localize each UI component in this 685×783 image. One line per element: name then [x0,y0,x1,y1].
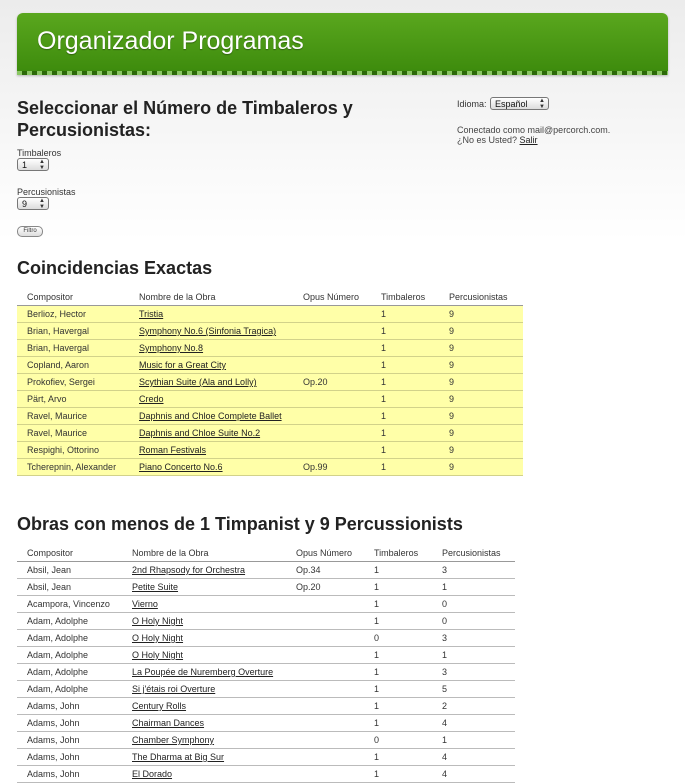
not-you-line [457,135,538,145]
selector-title-line1: Seleccionar el Número de Timbaleros y [17,98,353,118]
select-arrows-icon: ▲ ▼ [539,98,545,110]
table-cell [439,459,523,476]
composer-cell: Pärt, Arvo [27,394,67,404]
table-cell [371,306,439,323]
timpani-cell: 1 [374,565,380,575]
composer-cell: Brian, Havergal [27,326,90,336]
column-header-composer: Compositor [17,288,129,306]
work-link[interactable]: Daphnis and Chloe Complete Ballet [139,411,282,421]
table-row [17,340,523,357]
table-cell [364,749,432,766]
work-link[interactable]: Piano Concerto No.6 [139,462,223,472]
table-cell [122,715,286,732]
column-header-work: Nombre de la Obra [129,288,293,306]
timpani-select[interactable] [17,158,49,171]
timpani-cell: 1 [374,599,380,609]
table-cell [122,630,286,647]
table-cell [129,408,293,425]
filter-button[interactable]: Filtro [17,226,43,237]
table-row [17,391,523,408]
table-row [17,579,515,596]
work-link[interactable]: Tristia [139,309,164,319]
table-cell [286,664,364,681]
table-cell [364,630,432,647]
timpani-cell: 1 [381,394,387,404]
work-link[interactable]: 2nd Rhapsody for Orchestra [132,565,246,575]
table-cell [439,323,523,340]
table-cell [129,306,293,323]
selector-title [17,97,353,141]
timpani-cell: 1 [374,769,380,779]
table-cell [439,357,523,374]
table-cell [122,579,286,596]
table-cell [17,681,122,698]
table-cell [364,596,432,613]
table-cell [129,459,293,476]
table-cell [17,306,129,323]
composer-cell: Adam, Adolphe [27,650,89,660]
timpani-cell: 1 [374,718,380,728]
table-row [17,596,515,613]
percussion-cell: 0 [442,599,448,609]
composer-cell: Ravel, Maurice [27,411,88,421]
percussion-cell: 4 [442,769,448,779]
table-cell [17,698,122,715]
work-link[interactable]: The Dharma at Big Sur [132,752,225,762]
selector-title-line2: Percusionistas: [17,120,152,140]
table-cell [364,766,432,783]
column-header-timpani: Timbaleros [371,288,439,306]
table-cell [129,374,293,391]
percussion-cell: 3 [442,565,448,575]
work-link[interactable]: Century Rolls [132,701,187,711]
percussion-cell: 9 [449,309,455,319]
table-cell [432,596,515,613]
percussion-label: Percusionistas [17,187,76,197]
exact-matches-table [17,288,523,476]
table-cell [371,323,439,340]
timpani-cell: 1 [381,428,387,438]
percussion-cell: 1 [442,735,448,745]
table-cell [432,562,515,579]
work-link[interactable]: Chairman Dances [132,718,205,728]
table-cell [17,579,122,596]
select-arrows-icon: ▲ ▼ [39,198,45,210]
table-cell [286,766,364,783]
table-cell [432,664,515,681]
work-link[interactable]: Music for a Great City [139,360,227,370]
work-link[interactable]: Scythian Suite (Ala and Lolly) [139,377,257,387]
table-cell [286,698,364,715]
table-cell [432,698,515,715]
timpani-cell: 1 [381,411,387,421]
table-cell [122,766,286,783]
composer-cell: Adams, John [27,752,80,762]
composer-cell: Respighi, Ottorino [27,445,100,455]
table-cell [439,374,523,391]
composer-cell: Adams, John [27,718,80,728]
table-cell [17,374,129,391]
table-cell [293,408,371,425]
timpani-cell: 1 [381,445,387,455]
work-link[interactable]: Chamber Symphony [132,735,215,745]
table-cell [286,596,364,613]
composer-cell: Absil, Jean [27,582,72,592]
table-cell [293,391,371,408]
table-cell [286,579,364,596]
timpani-cell: 1 [374,650,380,660]
table-cell [432,579,515,596]
table-cell [286,613,364,630]
work-link[interactable]: Daphnis and Chloe Suite No.2 [139,428,261,438]
timpani-label: Timbaleros [17,148,62,158]
percussion-cell: 0 [442,616,448,626]
table-cell [122,732,286,749]
table-cell [286,715,364,732]
table-cell [286,681,364,698]
work-link[interactable]: Vierno [132,599,158,609]
percussion-select-value: 9 [22,199,28,209]
table-cell [364,647,432,664]
timpani-cell: 1 [381,343,387,353]
table-cell [432,613,515,630]
table-row [17,698,515,715]
table-row [17,664,515,681]
table-cell [371,357,439,374]
table-cell [122,613,286,630]
work-link[interactable]: O Holy Night [132,633,184,643]
composer-cell: Absil, Jean [27,565,72,575]
column-header-timpani: Timbaleros [364,544,432,562]
connected-as-text: Conectado como mail@percorch.com. [457,125,611,135]
column-header-composer: Compositor [17,544,122,562]
table-cell [122,562,286,579]
table-row [17,732,515,749]
work-link[interactable]: O Holy Night [132,616,184,626]
timpani-cell: 1 [374,752,380,762]
table-cell [17,715,122,732]
work-link[interactable]: O Holy Night [132,650,184,660]
timpani-cell: 1 [381,309,387,319]
table-row [17,630,515,647]
table-cell [364,732,432,749]
table-cell [122,749,286,766]
not-you-text: ¿No es Usted? [457,135,518,145]
table-cell [286,647,364,664]
percussion-cell: 4 [442,718,448,728]
table-cell [17,664,122,681]
table-cell [122,698,286,715]
table-cell [371,374,439,391]
table-cell [129,340,293,357]
composer-cell: Adam, Adolphe [27,684,89,694]
table-row [17,374,523,391]
column-header-opus: Opus Número [293,288,371,306]
timpani-cell: 1 [374,667,380,677]
table-row [17,357,523,374]
app-header [17,13,668,75]
percussion-cell: 9 [449,326,455,336]
table-cell [293,442,371,459]
percussion-cell: 4 [442,752,448,762]
table-cell [17,647,122,664]
table-cell [371,391,439,408]
timpani-cell: 0 [374,735,380,745]
composer-cell: Adam, Adolphe [27,616,89,626]
work-link[interactable]: Si j'étais roi Overture [132,684,216,694]
work-link[interactable]: Symphony No.8 [139,343,204,353]
table-cell [17,630,122,647]
table-cell [17,323,129,340]
table-cell [17,749,122,766]
table-cell [129,442,293,459]
opus-cell: Op.20 [296,582,321,592]
table-cell [17,459,129,476]
table-cell [286,630,364,647]
timpani-cell: 1 [381,360,387,370]
table-row [17,306,523,323]
select-arrows-icon: ▲ ▼ [39,159,45,171]
timpani-cell: 1 [381,326,387,336]
table-cell [17,596,122,613]
table-cell [439,408,523,425]
table-cell [371,425,439,442]
table-row [17,715,515,732]
table-cell [293,374,371,391]
table-cell [17,613,122,630]
composer-cell: Ravel, Maurice [27,428,88,438]
table-cell [371,340,439,357]
table-cell [122,681,286,698]
table-cell [293,459,371,476]
table-cell [17,562,122,579]
percussion-cell: 9 [449,462,455,472]
percussion-cell: 9 [449,394,455,404]
timpani-cell: 0 [374,633,380,643]
table-cell [371,459,439,476]
timpani-cell: 1 [381,462,387,472]
opus-cell: Op.20 [303,377,328,387]
table-cell [129,357,293,374]
table-cell [122,647,286,664]
table-row [17,681,515,698]
timpani-cell: 1 [381,377,387,387]
composer-cell: Acampora, Vincenzo [27,599,110,609]
percussion-cell: 3 [442,667,448,677]
table-cell [439,442,523,459]
percussion-cell: 9 [449,428,455,438]
table-cell [364,579,432,596]
table-cell [286,562,364,579]
language-label: Idioma: [457,99,487,109]
table-cell [293,425,371,442]
percussion-select[interactable] [17,197,49,210]
column-header-percussion: Percusionistas [439,288,523,306]
table-cell [364,715,432,732]
table-cell [364,681,432,698]
composer-cell: Brian, Havergal [27,343,90,353]
table-row [17,408,523,425]
percussion-cell: 5 [442,684,448,694]
timpani-select-value: 1 [22,160,28,170]
opus-cell: Op.34 [296,565,321,575]
work-link[interactable]: Roman Festivals [139,445,207,455]
table-row [17,647,515,664]
percussion-cell: 9 [449,377,455,387]
composer-cell: Berlioz, Hector [27,309,87,319]
table-cell [293,340,371,357]
table-cell [364,613,432,630]
table-row [17,459,523,476]
table-cell [364,698,432,715]
table-cell [129,391,293,408]
language-select-value: Español [495,99,528,109]
composer-cell: Adam, Adolphe [27,667,89,677]
table-cell [293,306,371,323]
table-cell [129,425,293,442]
work-link[interactable]: Symphony No.6 (Sinfonia Tragica) [139,326,277,336]
table-cell [17,732,122,749]
composer-cell: Tcherepnin, Alexander [27,462,117,472]
table-cell [439,425,523,442]
table-cell [293,323,371,340]
table-row [17,425,523,442]
fewer-works-title: Obras con menos de 1 Timpanist y 9 Percussionists [17,514,463,534]
table-cell [286,732,364,749]
work-link[interactable]: Petite Suite [132,582,179,592]
header-stripe [17,71,668,75]
table-cell [371,408,439,425]
column-header-work: Nombre de la Obra [122,544,286,562]
work-link[interactable]: El Dorado [132,769,173,779]
table-row [17,562,515,579]
table-cell [371,442,439,459]
timpani-cell: 1 [374,684,380,694]
table-cell [17,766,122,783]
table-cell [439,306,523,323]
table-row [17,442,523,459]
table-cell [432,766,515,783]
table-cell [439,391,523,408]
composer-cell: Prokofiev, Sergei [27,377,95,387]
table-header-row [17,288,523,306]
column-header-opus: Opus Número [286,544,364,562]
column-header-percussion: Percusionistas [432,544,515,562]
composer-cell: Adams, John [27,735,80,745]
percussion-cell: 3 [442,633,448,643]
app-title: Organizador Programas [37,27,304,55]
table-row [17,613,515,630]
table-cell [17,425,129,442]
table-cell [286,749,364,766]
table-cell [17,340,129,357]
percussion-cell: 9 [449,360,455,370]
percussion-cell: 1 [442,650,448,660]
table-cell [17,408,129,425]
percussion-cell: 9 [449,445,455,455]
timpani-cell: 1 [374,582,380,592]
table-cell [432,630,515,647]
work-link[interactable]: Credo [139,394,164,404]
fewer-works-table [17,544,515,783]
language-select[interactable] [490,97,549,110]
composer-cell: Adams, John [27,769,80,779]
table-cell [364,562,432,579]
table-row [17,749,515,766]
percussion-cell: 9 [449,343,455,353]
table-header-row [17,544,515,562]
composer-cell: Adams, John [27,701,80,711]
table-cell [293,357,371,374]
table-cell [122,596,286,613]
table-cell [122,664,286,681]
table-cell [17,442,129,459]
logout-link[interactable]: Salir [519,135,538,145]
opus-cell: Op.99 [303,462,328,472]
table-cell [129,323,293,340]
table-row [17,323,523,340]
composer-cell: Copland, Aaron [27,360,90,370]
table-cell [439,340,523,357]
table-cell [432,732,515,749]
composer-cell: Adam, Adolphe [27,633,89,643]
timpani-cell: 1 [374,701,380,711]
percussion-cell: 1 [442,582,448,592]
table-row [17,766,515,783]
table-cell [432,647,515,664]
table-cell [432,681,515,698]
table-cell [17,357,129,374]
work-link[interactable]: La Poupée de Nuremberg Overture [132,667,274,677]
table-cell [17,391,129,408]
table-cell [432,749,515,766]
exact-matches-title: Coincidencias Exactas [17,258,213,278]
table-cell [432,715,515,732]
percussion-cell: 2 [442,701,448,711]
timpani-cell: 1 [374,616,380,626]
percussion-cell: 9 [449,411,455,421]
table-cell [364,664,432,681]
